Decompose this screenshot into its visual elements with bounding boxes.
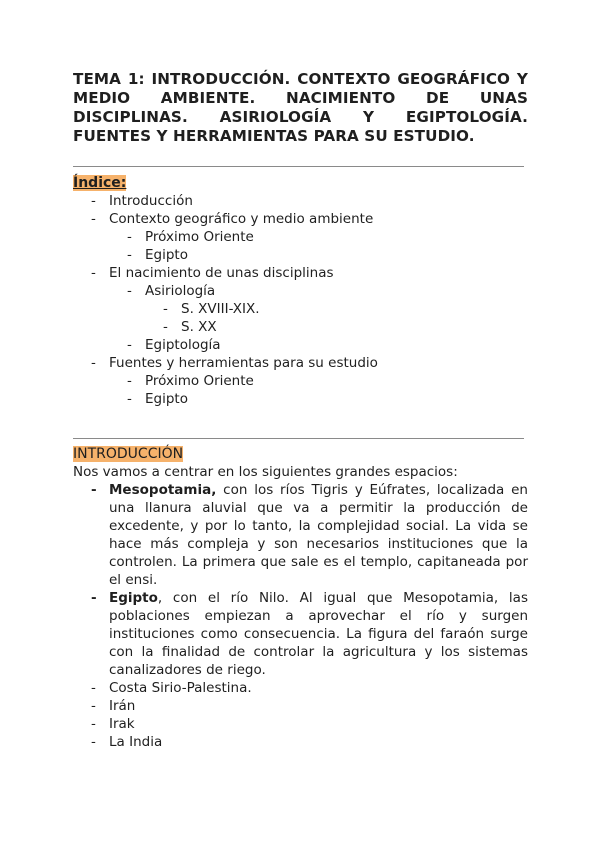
document-title: TEMA 1: INTRODUCCIÓN. CONTEXTO GEOGRÁFICO Y MEDIO AMBIENTE. NACIMIENTO DE UNAS DISCIPLINAS. ASIRIOLOGÍA Y EGIPTOLOGÍA. FUENTES Y HERRAMIENTAS PARA SU ESTUDIO. <box>73 70 528 145</box>
divider-index <box>73 166 524 167</box>
list-item: - Costa Sirio-Palestina. <box>91 680 252 696</box>
regions-list <box>73 481 528 751</box>
index-item: - Asiriología <box>127 283 216 299</box>
list-item: - Mesopotamia, con los ríos Tigris y Eúfrates, localizada en una llanura aluvial que va a permitir la producción de excedente, y por lo tanto, la complejidad social. La vida se hace más compleja y son necesarios instituciones que la controlen. La primera que sale es el templo, capitaneada por el ensi. <box>91 482 528 588</box>
index-item: - S. XX <box>163 319 217 335</box>
index-item: - El nacimiento de unas disciplinas <box>91 265 334 281</box>
index-item: - Egiptología <box>127 337 221 353</box>
intro-lead: Nos vamos a centrar en los siguientes grandes espacios: <box>73 464 458 480</box>
index-item: - Introducción <box>91 193 193 209</box>
index-item: - Fuentes y herramientas para su estudio <box>91 355 378 371</box>
list-item: - Irak <box>91 716 135 732</box>
intro-heading: INTRODUCCIÓN <box>73 446 184 462</box>
index-item: - Contexto geográfico y medio ambiente <box>91 211 374 227</box>
index-item: - Próximo Oriente <box>127 229 254 245</box>
list-item: - Egipto, con el río Nilo. Al igual que Mesopotamia, las poblaciones empiezan a aprovechar el río y surgen instituciones como consecuencia. La figura del faraón surge con la finalidad de controlar la agricultura y los sistemas canalizadores de riego. <box>91 590 528 678</box>
list-item: - La India <box>91 734 163 750</box>
divider-intro <box>73 438 524 439</box>
index-item: - Egipto <box>127 247 188 263</box>
index-item: - Próximo Oriente <box>127 373 254 389</box>
index-item: - S. XVIII-XIX. <box>163 301 260 317</box>
index-heading: Índice: <box>73 175 127 191</box>
list-item: - Irán <box>91 698 136 714</box>
index-item: - Egipto <box>127 391 188 407</box>
index-list <box>73 192 533 408</box>
